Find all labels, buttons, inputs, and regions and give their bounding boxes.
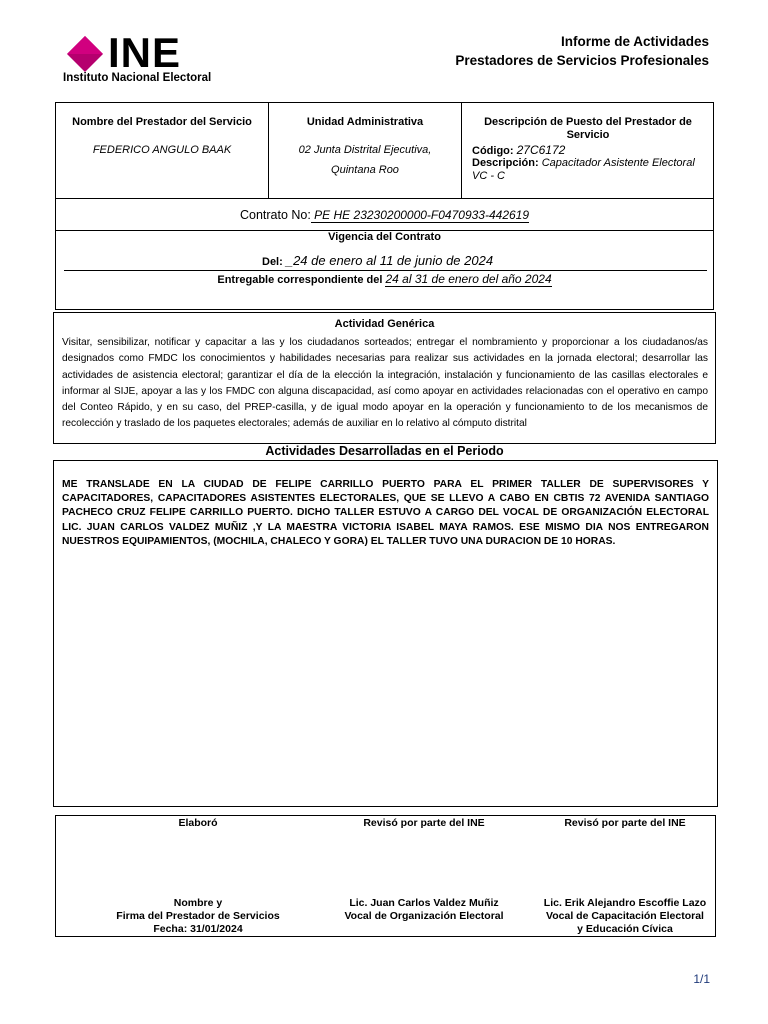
contract-number-row [56,208,713,222]
period-activities-box [53,460,718,807]
provider-signature-date: Fecha: 31/01/2024 [153,923,243,935]
report-subtitle: Prestadores de Servicios Profesionales [455,53,709,68]
reviewer1-position: Vocal de Organización Electoral [344,910,504,922]
position-description-header: Descripción de Puesto del Prestador de Servicio [484,116,692,141]
generic-activity-title: Actividad Genérica [334,318,435,330]
contract-info-table [55,102,714,310]
provider-name-header: Nombre del Prestador del Servicio [72,116,252,128]
codigo-value: 27C6172 [516,143,566,157]
period-activities-title: Actividades Desarrolladas en el Periodo [265,444,504,458]
reviso-header-2: Revisó por parte del INE [564,817,686,829]
reviewer2-signature-block [525,897,725,936]
descripcion-value: Capacitador Asistente Electoral VC - C [472,157,695,182]
generic-activity-text: Visitar, sensibilizar, notificar y capacitar a las y los ciudadanos sorteados; entregar el nombramiento y proporcionar a los ciudadanos/as designados como FMDC los conocimientos y habilidades necesarias para realizar sus actividades en la jornada electoral; desarrollar las actividades de asistencia electoral; garantizar el día de la elección la integración, instalación y funcionamiento de las casillas electorales e informar al SIJE, apoyar a las y los FMDC con alguna discapacidad, así como apoyar en actividades relacionadas con el operativo en campo del Conteo Rápido, y en su caso, del PREP-casilla, y de igual modo apoyar en la operación y funcionamiento to de los mecanismos de recolección y traslado de los paquetes electorales; además de auxiliar en lo relativo al cómputo distrital [62,337,708,430]
page-number: 1/1 [693,972,710,986]
del-value: _24 de enero al 11 de junio de 2024 [285,253,494,268]
reviso-header-1: Revisó por parte del INE [363,817,485,829]
codigo-label: Código: [472,145,514,157]
report-title: Informe de Actividades [560,34,709,49]
entregable-row [56,272,713,286]
entregable-value: 24 al 31 de enero del año 2024 [385,272,552,286]
signature-table [55,815,716,937]
logo-text: INE [108,29,182,76]
reviewer1-name: Lic. Juan Carlos Valdez Muñiz [349,897,499,909]
admin-unit-header: Unidad Administrativa [306,116,424,128]
ine-diamond-icon [65,34,105,74]
provider-signature-block [98,897,298,936]
del-row [262,253,493,268]
generic-activity-box [53,312,716,444]
entregable-label: Entregable correspondiente [217,274,364,286]
entregable-del: del [366,274,383,286]
reviewer2-name: Lic. Erik Alejandro Escoffie Lazo [543,897,707,909]
period-activities-text: ME TRANSLADE EN LA CIUDAD DE FELIPE CARRILLO PUERTO PARA EL PRIMER TALLER DE SUPERVISORES Y CAPACITADORES, CAPACITADORES ASISTENTES ELECTORALES, QUE SE LLEVO A CABO EN CBTIS 72 AVENIDA SANTIAGO PACHECO CRUZ FELIPE CARRILLO PUERTO. DICHO TALLER ESTUVO A CARGO DEL VOCAL DE ORGANIZACIÓN ELECTORAL LIC. JUAN CARLOS VALDEZ MUÑIZ ,Y LA MAESTRA VICTORIA ISABEL MAYA RAMOS. ESE MISMO DIA NOS ENTREGARON NUESTROS EQUIPAMIENTOS, (MOCHILA, CHALECO Y GORA) EL TALLER TUVO UNA DURACION DE 10 HORAS. [62,479,709,547]
reviewer2-position-line2: y Educación Cívica [577,923,673,935]
provider-name-value: FEDERICO ANGULO BAAK [92,144,232,156]
reviewer2-position-line1: Vocal de Capacitación Electoral [546,910,704,922]
del-label: Del: [262,256,283,268]
contract-number: PE HE 23230200000-F0470933-442619 [310,208,530,222]
reviewer1-signature-block [324,897,524,923]
elaboro-header: Elaboró [178,817,218,829]
admin-unit-value-line1: 02 Junta Distrital Ejecutiva, [298,144,432,156]
descripcion-label: Descripción: [472,157,539,169]
contract-label: Contrato No: [239,208,311,222]
codigo-row [472,143,712,157]
vigencia-label: Vigencia del Contrato [328,231,441,243]
provider-signature-line1: Nombre y [173,897,223,909]
provider-signature-line2: Firma del Prestador de Servicios [116,910,280,922]
logo-subtitle: Instituto Nacional Electoral [63,72,212,84]
descripcion-row [472,157,708,183]
admin-unit-value-line2: Quintana Roo [331,164,399,176]
